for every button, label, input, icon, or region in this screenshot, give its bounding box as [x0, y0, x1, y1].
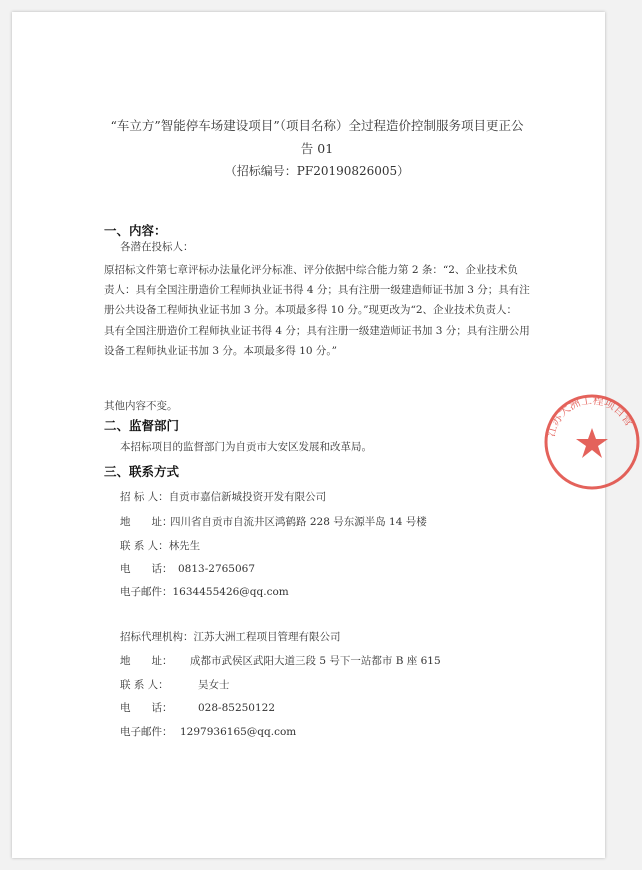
- field-label: 电子邮件：: [120, 726, 173, 738]
- field-label: 地 址：: [120, 516, 173, 528]
- field-label: 地 址：: [120, 655, 173, 667]
- seal-text: 江苏大洲工程项目管: [544, 393, 636, 438]
- section-heading-supervision: 二、监督部门: [104, 418, 180, 433]
- other-unchanged: 其他内容不变。: [104, 400, 178, 412]
- field-label: 电 话：: [120, 563, 173, 575]
- seal-star-icon: [576, 428, 608, 458]
- tenderer-row: [120, 561, 255, 576]
- document-page: [12, 12, 636, 858]
- agency-row: [120, 724, 296, 739]
- field-label: 电子邮件：: [120, 586, 173, 598]
- agency-row: [120, 700, 275, 715]
- agency-row: [120, 629, 341, 644]
- tenderer-row: [120, 538, 200, 553]
- tenderer-row: [120, 489, 326, 504]
- tenderer-row: [120, 584, 289, 599]
- paragraph-line: 原招标文件第七章评标办法量化评分标准、评分依据中综合能力第 2 条：“2、企业技术负: [104, 264, 518, 276]
- field-label: 招 标 人：: [120, 491, 169, 503]
- field-value: 1297936165@qq.com: [180, 726, 297, 738]
- field-value: 1634455426@qq.com: [172, 586, 289, 598]
- document-title: “车立方”智能停车场建设项目”（项目名称）全过程造价控制服务项目更正公: [110, 118, 524, 133]
- agency-row: [120, 653, 441, 668]
- paragraph-line: 设备工程师执业证书加 3 分。本项最多得 10 分。”: [104, 345, 338, 357]
- paragraph-line: 册公共设备工程师执业证书加 3 分。本项最多得 10 分。”现更改为“2、企业技术负责人：: [104, 304, 518, 316]
- paragraph-line: 责人：具有全国注册造价工程师执业证书得 4 分；具有注册一级建造师证书加 3 分；具有注: [104, 284, 530, 296]
- section-heading-content: 一、内容：: [104, 223, 167, 238]
- section-heading-contact: 三、联系方式: [104, 464, 180, 479]
- field-value: 吴女士: [198, 679, 230, 691]
- agency-row: [120, 677, 230, 692]
- field-label: 联 系 人：: [120, 679, 169, 691]
- greeting: 各潜在投标人：: [120, 241, 194, 253]
- field-value: 028-85250122: [198, 702, 276, 714]
- paragraph-line: 具有全国注册造价工程师执业证书得 4 分；具有注册一级建造师证书加 3 分；具有注册公用: [104, 325, 530, 337]
- field-label: 招标代理机构：: [120, 631, 194, 643]
- field-label: 联 系 人：: [120, 540, 169, 552]
- field-value: 林先生: [168, 540, 201, 552]
- field-value: 四川省自贡市自流井区鸿鹤路 228 号东源半岛 14 号楼: [170, 516, 427, 528]
- field-value: 0813-2765067: [178, 563, 256, 575]
- bid-number: （招标编号：PF20190826005）: [224, 164, 410, 178]
- document-title-continued: 告 01: [300, 141, 334, 156]
- field-value: 自贡市嘉信新城投资开发有限公司: [168, 491, 327, 503]
- field-value: 成都市武侯区武阳大道三段 5 号下一站都市 B 座 615: [190, 655, 441, 667]
- tenderer-row: [120, 514, 427, 529]
- field-label: 电 话：: [120, 702, 173, 714]
- supervision-text: 本招标项目的监督部门为自贡市大安区发展和改革局。: [120, 441, 372, 453]
- field-value: 江苏大洲工程项目管理有限公司: [193, 631, 341, 643]
- company-seal-icon: [542, 392, 642, 492]
